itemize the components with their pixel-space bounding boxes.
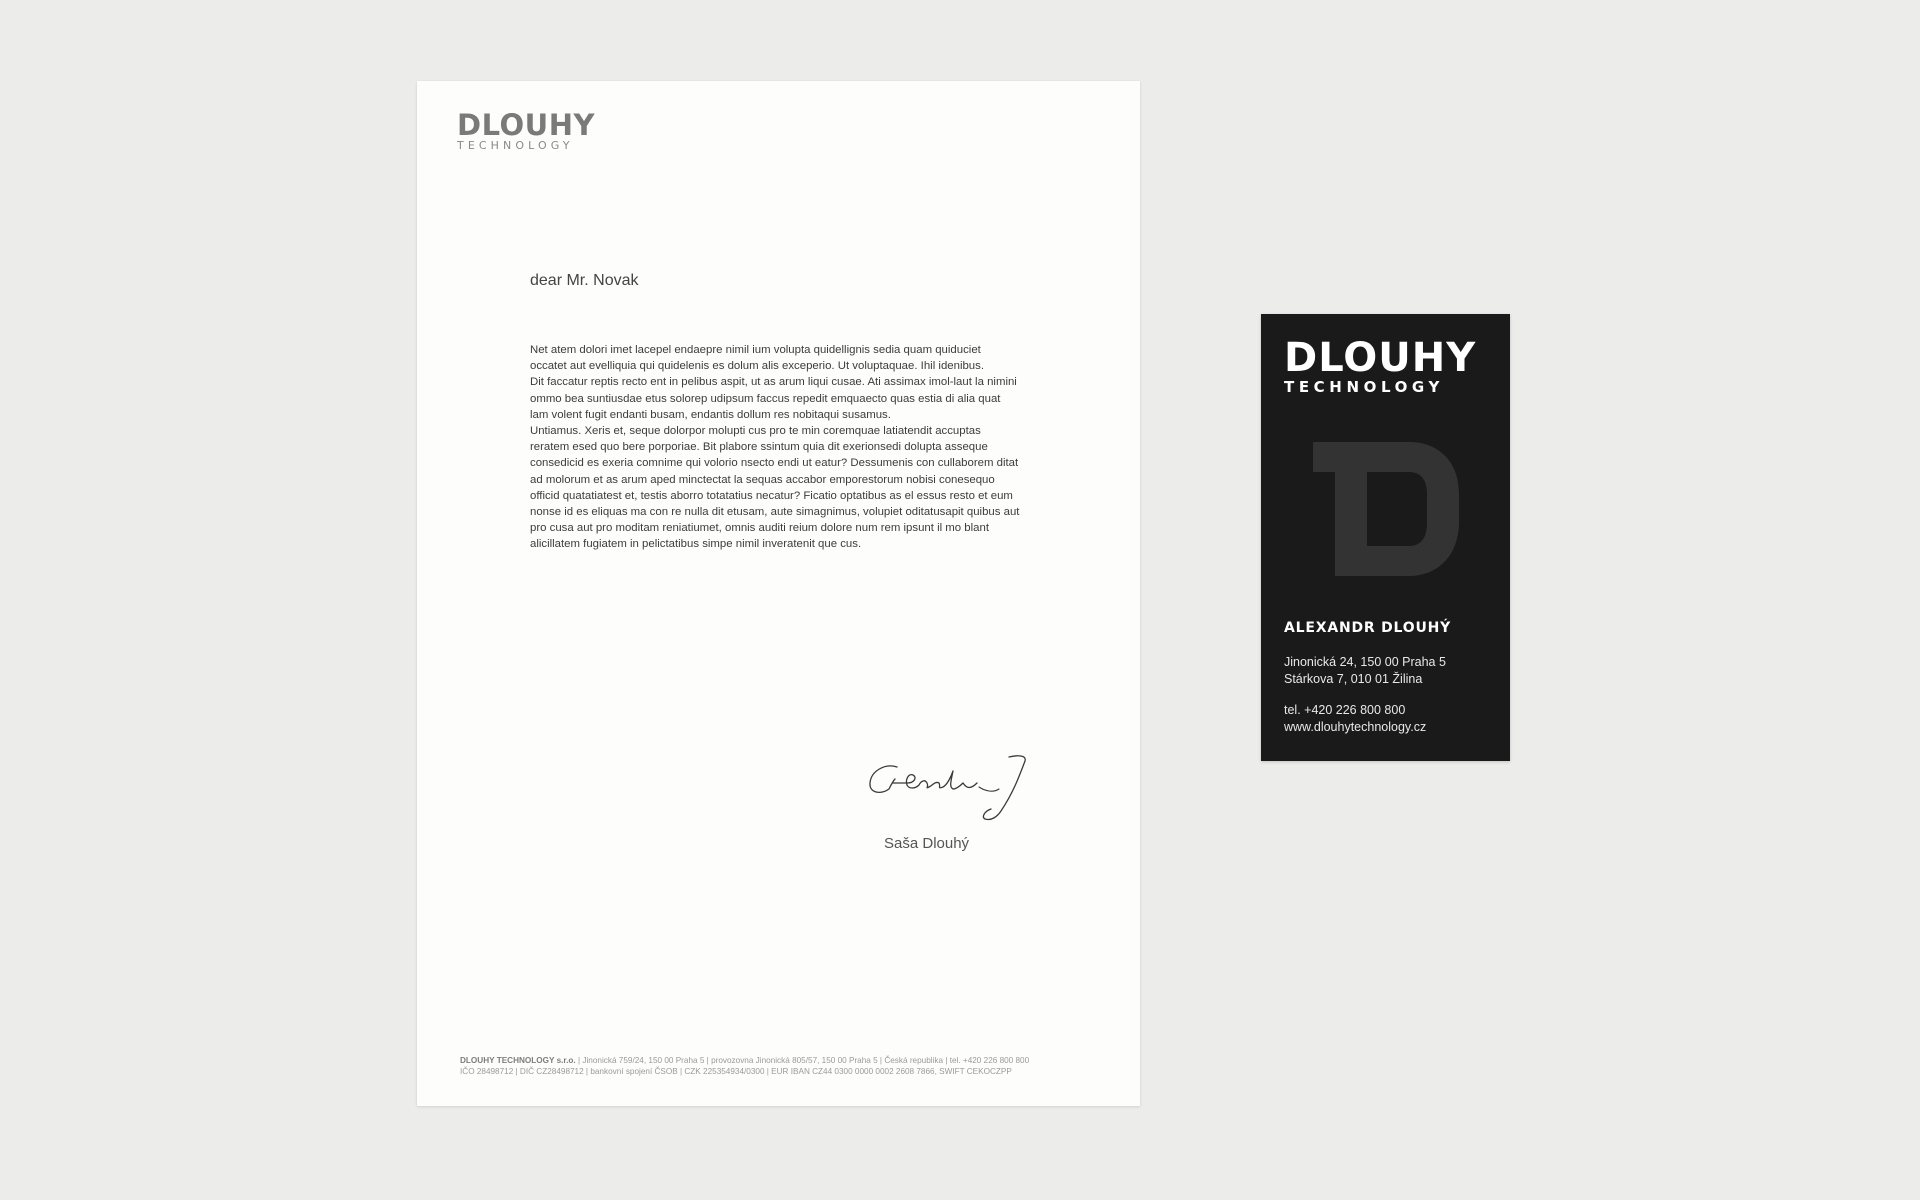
card-contact [1284, 702, 1426, 736]
card-person-name: ALEXANDR DLOUHÝ [1284, 620, 1452, 636]
business-card [1261, 314, 1510, 761]
letterhead-logo [457, 108, 597, 153]
card-address [1284, 654, 1446, 688]
card-phone: tel. +420 226 800 800 [1284, 703, 1406, 717]
footer-address: | Jinonická 759/24, 150 00 Praha 5 | provozovna Jinonická 805/57, 150 00 Praha 5 | Česká republika | tel. +420 226 800 800 [575, 1056, 1030, 1065]
letter-greeting: dear Mr. Novak [530, 272, 639, 289]
signer-name: Saša Dlouhý [884, 835, 970, 852]
logo-subline: TECHNOLOGY [457, 139, 574, 152]
letterhead-page [417, 81, 1140, 1106]
footer-company: DLOUHY TECHNOLOGY s.r.o. [460, 1056, 576, 1065]
td-monogram-icon [1313, 442, 1459, 576]
letter-paragraph: Untiamus. Xeris et, seque dolorpor molupti cus pro te min coremquae latiatendit accuptas reratem esed quo bere porporiae. Bit plabore ssintum quia dit exerionsedi dolupta asseque consedicid es exeria comnime qui volorio nsecto endi ut eatur? Dessumenis con cullaborem ditat ad molorum et as arum aped minctectat la sequas accabor emporestorum nobisi conesequo officid quatatiatest et, testis aborro totatatius necatur? Ficatio optatibus as el essus resto et eum nonse id es eliquas ma con re nulla dit etusam, aute simagnimus, volupiet oditatusapit quibus aut pro cusa aut pro moditam reniatiumet, omnis auditi reium dolore num rem ipsunt il mo blant alicillatem fugiatem in pelictatibus simpe nimil inveratenit que cus. [530, 425, 1020, 551]
card-address-line: Stárkova 7, 010 01 Žilina [1284, 672, 1423, 686]
letter-footer [460, 1055, 1100, 1077]
card-address-line: Jinonická 24, 150 00 Praha 5 [1284, 655, 1446, 669]
card-logo-wordmark: DLOUHY [1284, 335, 1477, 381]
logo-wordmark: DLOUHY [457, 108, 595, 142]
letter-paragraph: Dit faccatur reptis recto ent in pelibus aspit, ut as arum liqui cusae. Ati assimax imol-laut la nimini ommo bea suntiusdae etus solorep udipsum faccus repedit emquaecto quas estia di alia quat lam volent fugit endanti busam, endantis dollum res nobitaqui susamus. [530, 376, 1017, 421]
letter-body [530, 342, 1020, 553]
handwritten-signature [867, 753, 1032, 825]
footer-bank-details: IČO 28498712 | DIČ CZ28498712 | bankovní spojení ČSOB | CZK 225354934/0300 | EUR IBAN CZ44 0300 0000 0002 2608 7866, SWIFT CEKOCZPP [460, 1067, 1012, 1076]
card-logo [1284, 335, 1494, 396]
letter-paragraph: Net atem dolori imet lacepel endaepre nimil ium volupta quidellignis sedia quam quiduciet occatet aut evelliquia qui quidelenis es dolum alis exceperio. Ut voluptaquae. Ihil idenibus. [530, 344, 985, 373]
card-logo-subline: TECHNOLOGY [1284, 378, 1444, 396]
card-website: www.dlouhytechnology.cz [1284, 720, 1427, 734]
